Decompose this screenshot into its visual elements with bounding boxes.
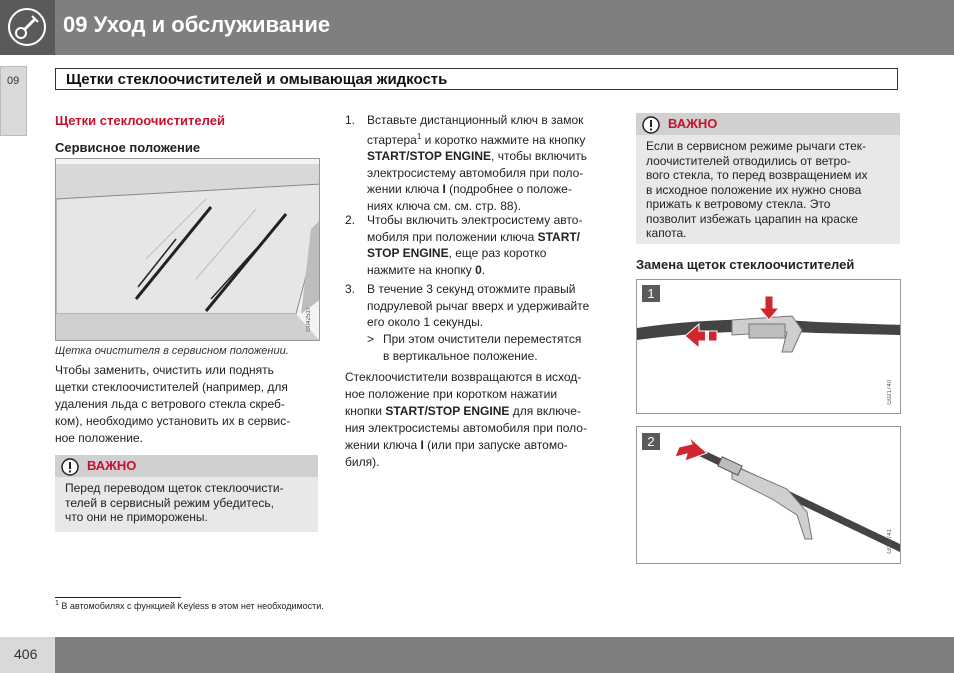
important-text (55, 477, 318, 531)
chapter-number: 09 (7, 75, 20, 87)
step-number: 3. (345, 282, 356, 296)
wipers-heading: Щетки стеклоочистителей (55, 113, 225, 128)
para-line: ния электросистемы автомобиля при поло- (345, 421, 587, 435)
important-line: прижать к ветровому стекла. Это (646, 197, 831, 211)
section-title-box (55, 68, 898, 90)
service-position-image (55, 158, 320, 341)
text-run: (подробнее о положе- (445, 182, 572, 196)
step-line (367, 262, 582, 279)
result-text (383, 331, 581, 364)
button-name: START/STOP ENGINE (367, 149, 492, 163)
step-line: ниях ключа см. см. стр. 88). (367, 198, 521, 213)
image-caption: Щетка очистителя в сервисном положении. (55, 345, 289, 357)
text-run: и коротко нажмите на кнопку (421, 132, 586, 147)
warning-icon (61, 458, 79, 476)
important-label: ВАЖНО (668, 116, 718, 131)
step-number: 1. (345, 113, 356, 127)
step-line (367, 229, 582, 246)
para-line: Стеклоочистители возвращаются в исход- (345, 370, 582, 384)
step-text (367, 281, 589, 331)
text-run: (или при запуске автомо- (423, 438, 568, 452)
header-bar (0, 0, 954, 55)
important-line: в исходное положение их нужно снова (646, 182, 862, 197)
step-text (367, 112, 587, 214)
chapter-tab (0, 66, 27, 136)
replace-step2-image (636, 426, 901, 564)
text-run: мобиля при положении ключа (367, 229, 538, 244)
section-title: Щетки стеклоочистителей и омывающая жидкость (66, 71, 448, 88)
important-header (55, 455, 318, 477)
para-line (345, 403, 620, 420)
step-line: подрулевой рычаг вверх и удерживайте (367, 298, 590, 313)
important-line: вого стекла, то перед возвращением их (646, 168, 868, 182)
step-result (367, 331, 617, 365)
page-number: 406 (14, 646, 38, 662)
step-text (367, 212, 582, 278)
step-line: Вставьте дистанционный ключ в замок (367, 113, 584, 127)
image-code: G042537 (306, 307, 312, 332)
step-line: Чтобы включить электросистему авто- (367, 213, 583, 227)
text-run: , чтобы включить (491, 149, 588, 163)
para-line (345, 437, 620, 454)
para-line: щетки стеклоочистителей (например, для (55, 380, 288, 394)
para-line: удаления льда с ветрового стекла скреб- (55, 397, 285, 411)
replace-step1-image (636, 279, 901, 414)
footnote-divider (55, 597, 181, 598)
text-run: , еще раз коротко (448, 246, 547, 260)
replace-wipers-subheading: Замена щеток стеклоочистителей (636, 257, 855, 272)
result-line: в вертикальное положение. (383, 348, 538, 363)
text-run: стартера (367, 132, 417, 147)
step-line: В течение 3 секунд отожмите правый (367, 282, 576, 296)
step-1 (345, 112, 615, 212)
key-position: I (442, 182, 446, 196)
service-position-subheading: Сервисное положение (55, 140, 201, 155)
result-line: При этом очистители переместятся (383, 332, 582, 346)
footnote-ref: 1 (416, 131, 422, 141)
footnote-text: В автомобилях с функцией Keyless в этом нет необходимости. (61, 601, 324, 611)
important-line: телей в сервисный режим убедитесь, (65, 495, 274, 510)
para-line: биля). (345, 455, 380, 469)
important-line: капота. (646, 226, 687, 240)
para-line: Чтобы заменить, очистить или поднять (55, 363, 274, 377)
important-box-right (636, 113, 900, 244)
important-header (636, 113, 900, 135)
wrench-gear-icon (0, 0, 55, 55)
para-line: ное положение при коротком нажатии (345, 387, 558, 401)
intro-paragraph (55, 362, 320, 447)
step-line (367, 148, 587, 165)
result-marker: > (367, 332, 375, 346)
step-number: 2. (345, 213, 356, 227)
return-paragraph (345, 369, 620, 471)
footer-bar (0, 637, 954, 673)
text-run: для включе- (509, 404, 581, 418)
image-code: G021740 (887, 380, 893, 405)
important-text (636, 135, 900, 247)
para-line: ное положение. (55, 431, 143, 445)
step-2 (345, 212, 615, 280)
button-name: START/ (537, 229, 581, 244)
warning-icon (642, 116, 660, 134)
important-line: лоочистителей отводились от ветро- (646, 153, 851, 168)
button-name: 0 (475, 262, 482, 277)
step-badge: 2 (642, 433, 660, 450)
page-number-box (0, 637, 55, 673)
step-line (367, 245, 582, 262)
step-line (367, 129, 587, 149)
step-badge: 1 (642, 285, 660, 302)
important-box-left (55, 455, 318, 532)
important-line: что они не приморожены. (65, 510, 208, 524)
button-name: START/STOP ENGINE (385, 404, 510, 418)
important-line: Перед переводом щеток стеклоочисти- (65, 481, 284, 495)
important-label: ВАЖНО (87, 458, 137, 473)
para-line: ком), необходимо установить их в сервис- (55, 414, 291, 428)
step-line: его около 1 секунды. (367, 315, 484, 329)
text-run: жении ключа (367, 182, 443, 196)
footnote-mark: 1 (55, 600, 59, 607)
button-name: STOP ENGINE (367, 246, 449, 260)
footnote (55, 600, 324, 611)
step-3 (345, 281, 615, 333)
image-code: G021741 (887, 529, 893, 554)
page-title: 09 Уход и обслуживание (63, 12, 331, 37)
text-run: кнопки (345, 404, 386, 418)
key-position: I (420, 438, 424, 452)
step-line (367, 181, 587, 198)
text-run: жении ключа (345, 438, 421, 452)
important-line: Если в сервисном режиме рычаги стек- (646, 139, 867, 153)
text-run: нажмите на кнопку (367, 262, 476, 277)
important-line: позволит избежать царапин на краске (646, 211, 858, 226)
step-line: электросистему автомобиля при поло- (367, 165, 584, 180)
text-run: . (481, 262, 486, 277)
